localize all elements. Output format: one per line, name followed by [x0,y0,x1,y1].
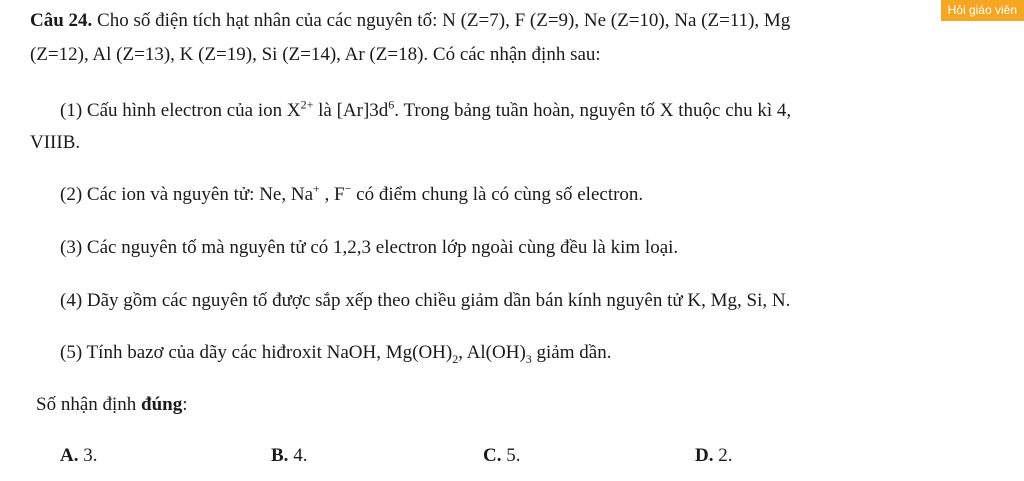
question-number: Câu 24. [30,10,93,31]
question-text-2: (Z=12), Al (Z=13), K (Z=19), Si (Z=14), Ar (Z=18). Có các nhận định sau: [30,44,601,65]
prompt-bold: đúng [141,394,183,415]
statement-4-text: (4) Dãy gồm các nguyên tố được sắp xếp theo chiều giảm dần bán kính nguyên tử K, Mg, Si, N. [60,290,791,311]
option-b-text: 4. [288,445,308,466]
statement-5-mid: , Al(OH) [458,342,526,363]
statement-5-sub-2: 2 [452,351,459,366]
statement-1-config: là [Ar]3d [313,100,389,121]
statement-2-charge-f: − [344,181,352,196]
question-text-1: Cho số điện tích hạt nhân của các nguyên tố: N (Z=7), F (Z=9), Ne (Z=10), Na (Z=11), Mg [97,10,791,31]
option-d-letter: D. [695,445,714,466]
option-d-text: 2. [713,445,733,466]
prompt-suffix: : [182,394,188,415]
statement-5-sub-3: 3 [525,351,532,366]
statement-2-charge-na: + [313,181,320,196]
statement-5-text: (5) Tính bazơ của dãy các hiđroxit NaOH, Mg(OH) [60,342,453,363]
option-c[interactable] [483,445,520,467]
statement-1-text: (1) Cấu hình electron của ion X [60,100,301,121]
statement-5-rest: giảm dần. [531,342,612,363]
option-d[interactable] [695,445,732,467]
statement-2-mid: , F [319,184,345,205]
statement-2 [60,181,644,206]
option-c-text: 5. [501,445,521,466]
statement-5 [60,342,611,364]
statement-3-text: (3) Các nguyên tố mà nguyên tử có 1,2,3 electron lớp ngoài cùng đều là kim loại. [60,237,679,258]
ask-teacher-button[interactable]: Hỏi giáo viên [941,0,1024,21]
answer-prompt [36,394,188,416]
option-b[interactable] [271,445,307,467]
statement-4 [60,290,790,312]
option-a[interactable] [60,445,97,467]
option-a-letter: A. [60,445,79,466]
question-line-1 [30,10,790,32]
statement-1-exponent: 6 [388,97,395,112]
statement-3 [60,237,678,259]
option-c-letter: C. [483,445,502,466]
option-b-letter: B. [271,445,289,466]
statement-1-charge: 2+ [300,97,314,112]
statement-1 [60,97,792,122]
statement-2-text: (2) Các ion và nguyên tử: Ne, Na [60,184,314,205]
statement-1-rest: . Trong bảng tuần hoàn, nguyên tố X thuộc chu kì 4, [394,100,792,121]
prompt-prefix: Số nhận định [36,394,142,415]
statement-1-end: VIIIB. [30,132,81,153]
statement-1-continued [30,132,80,154]
statement-2-rest: có điểm chung là có cùng số electron. [351,184,644,205]
question-line-2 [30,44,601,66]
option-a-text: 3. [78,445,98,466]
